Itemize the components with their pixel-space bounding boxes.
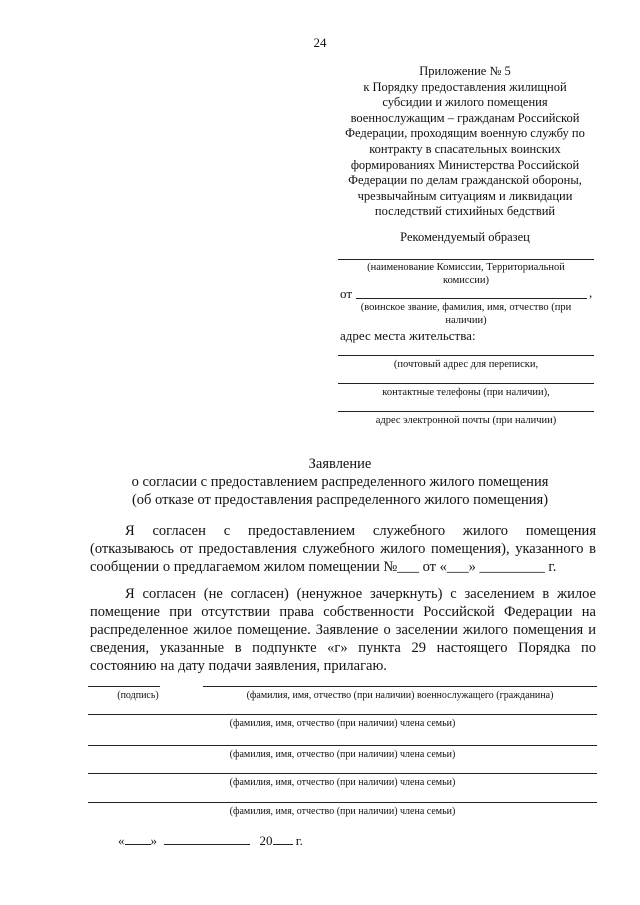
statement-subtitle: (об отказе от предоставления распределенного жилого помещения) [131, 492, 549, 508]
day-blank [125, 832, 151, 845]
appendix-line: чрезвычайным ситуациям и ликвидации [357, 188, 573, 203]
year-blank [273, 832, 293, 845]
commission-caption: (наименование Комиссии, Территориальной комиссии) [367, 262, 565, 286]
serviceman-caption: (фамилия, имя, отчество (при наличии) военнослужащего (гражданина) [246, 690, 554, 701]
month-blank [164, 832, 250, 845]
postal-address-line [338, 355, 594, 356]
rank-caption: (воинское звание, фамилия, имя, отчество (при наличии) [360, 302, 572, 326]
statement-title-block [60, 455, 620, 509]
sender-name-line [356, 298, 587, 299]
signature-caption: (подпись) [117, 690, 159, 701]
appendix-header [334, 64, 596, 220]
postal-caption: (почтовый адрес для переписки, [393, 359, 539, 370]
settlement-paragraph: Я согласен (не согласен) (ненужное зачеркнуть) с заселением в жилое помещение при отсутствии права собственности Российской Федерации на распределенное жилое помещение. Заявление о заселении жилого помещения и сведения, указанные в подпункте «г» пункта 29 настоящего Порядка по состоянию на дату подачи заявления, прилагаю. [90, 586, 596, 674]
family-member-line [88, 773, 597, 774]
family-member-caption: (фамилия, имя, отчество (при наличии) члена семьи) [229, 806, 456, 817]
family-member-caption: (фамилия, имя, отчество (при наличии) члена семьи) [229, 718, 456, 729]
family-member-line [88, 745, 597, 746]
family-member-caption: (фамилия, имя, отчество (при наличии) члена семьи) [229, 777, 456, 788]
family-member-line [88, 802, 597, 803]
appendix-line: последствий стихийных бедствий [374, 204, 556, 219]
appendix-line: формированиях Министерства Российской [350, 157, 580, 172]
statement-subtitle: о согласии с предоставлением распределенного жилого помещения [131, 474, 549, 490]
signature-line [88, 686, 160, 687]
commission-name-line [338, 259, 594, 260]
family-member-caption: (фамилия, имя, отчество (при наличии) члена семьи) [229, 749, 456, 760]
statement-title: Заявление [308, 456, 372, 472]
email-caption: адрес электронной почты (при наличии) [375, 415, 557, 426]
appendix-line: Федерации по делам гражданской обороны, [348, 173, 582, 188]
appendix-line: к Порядку предоставления жилищной [363, 79, 567, 94]
from-label: от [340, 286, 353, 301]
date-field: « » 20 г. [118, 833, 303, 848]
appendix-line: субсидии и жилого помещения [382, 95, 548, 110]
phones-caption: контактные телефоны (при наличии), [382, 387, 550, 398]
serviceman-name-line [203, 686, 597, 687]
address-label: адрес места жительства: [340, 328, 476, 343]
page-number: 24 [313, 35, 327, 50]
appendix-line: Федерации, проходящим военную службу по [345, 126, 585, 141]
from-comma: , [589, 285, 593, 300]
appendix-line: контракту в спасательных воинских [369, 141, 561, 156]
appendix-title: Приложение № 5 [419, 64, 511, 78]
sample-label: Рекомендуемый образец [400, 230, 530, 244]
appendix-line: военнослужащим – гражданам Российской [350, 110, 580, 125]
phones-line [338, 383, 594, 384]
email-line [338, 411, 594, 412]
consent-paragraph: Я согласен с предоставлением служебного жилого помещения (отказываюсь от предоставления служебного жилого помещения), указанного в сообщении о предлагаемом жилом помещении №___ от «___» _________ г. [90, 523, 596, 575]
family-member-line [88, 714, 597, 715]
